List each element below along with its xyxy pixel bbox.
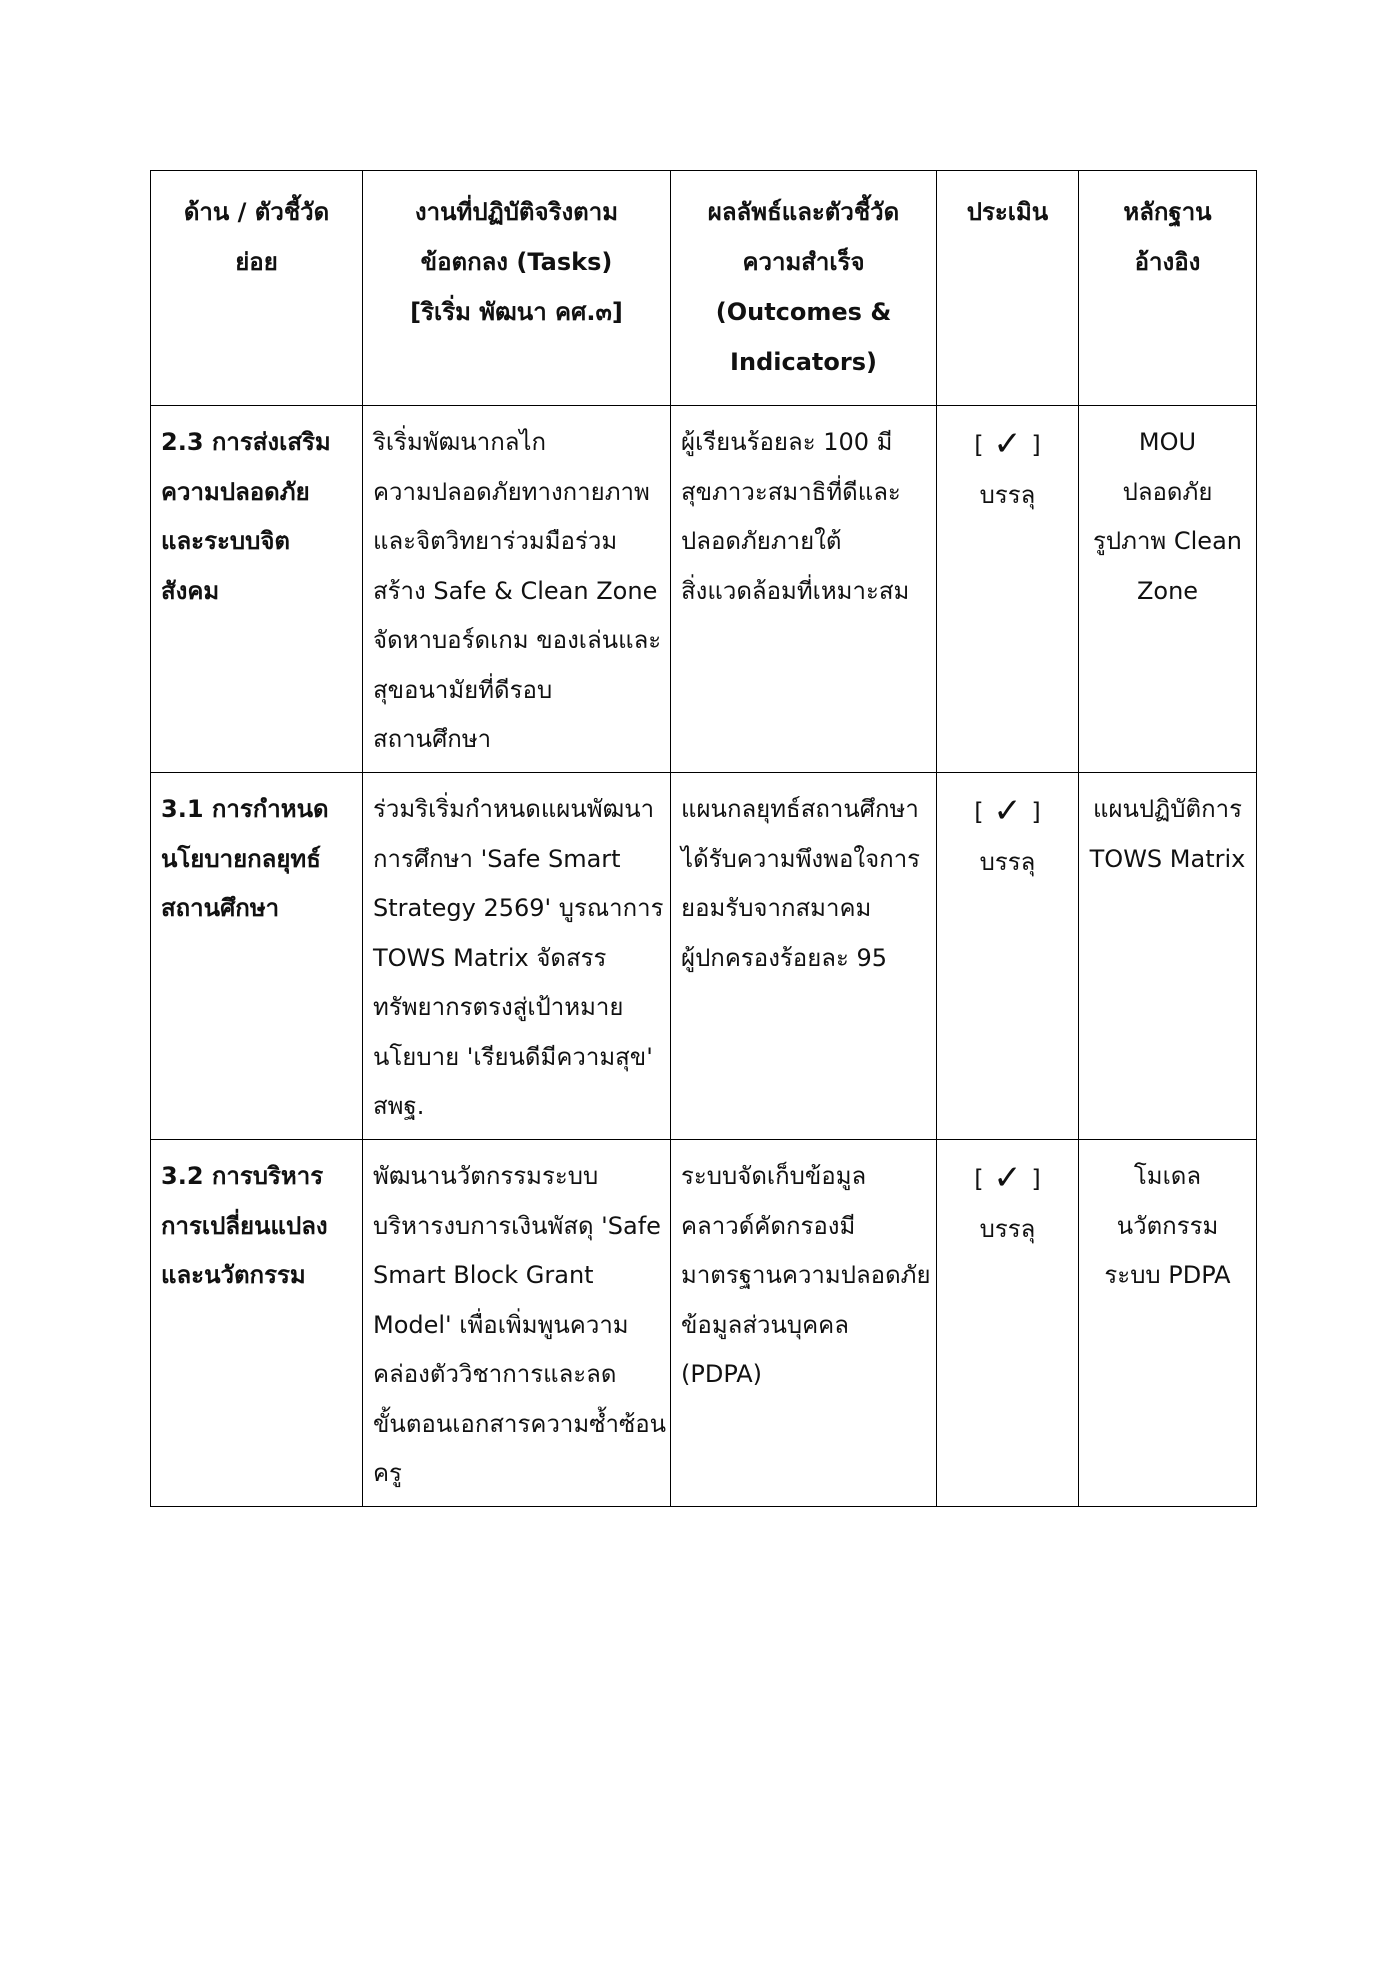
cell-line: ขั้นตอนเอกสารความซ้ำซ้อน: [373, 1409, 667, 1438]
cell-line: แผนปฏิบัติการ: [1092, 795, 1242, 823]
cell-line: Strategy 2569' บูรณาการ: [373, 894, 664, 922]
header-line: [ริเริ่ม พัฒนา คศ.๓]: [410, 298, 623, 326]
outcomes-cell: [671, 1140, 937, 1507]
cell-line: ทรัพยากรตรงสู่เป้าหมาย: [373, 993, 624, 1021]
cell-line: นโยบาย 'เรียนดีมีความสุข': [373, 1042, 653, 1071]
header-line: ผลลัพธ์และตัวชี้วัด: [707, 198, 900, 226]
tasks-cell: [363, 406, 671, 773]
table-header-row: [151, 171, 1257, 406]
cell-line: สพฐ.: [373, 1092, 425, 1120]
table-row: [151, 406, 1257, 773]
cell-line: นวัตกรรม: [1116, 1211, 1219, 1240]
cell-line: แผนกลยุทธ์สถานศึกษา: [681, 795, 919, 823]
cell-line: ความปลอดภัย: [161, 477, 310, 506]
cell-line: (PDPA): [681, 1360, 763, 1388]
tasks-cell: [363, 1140, 671, 1507]
check-icon: ✓: [993, 1158, 1022, 1198]
indicator-cell: [151, 1140, 363, 1507]
cell-line: ยอมรับจากสมาคม: [681, 894, 872, 922]
cell-line: ปลอดภัย: [1122, 477, 1213, 506]
cell-line: และจิตวิทยาร่วมมือร่วม: [373, 527, 618, 555]
cell-line: สร้าง Safe & Clean Zone: [373, 576, 658, 605]
cell-line: นโยบายกลยุทธ์: [161, 844, 321, 873]
header-line: ความสำเร็จ: [742, 248, 865, 276]
tasks-cell: [363, 773, 671, 1140]
header-outcomes: [671, 171, 937, 406]
header-line: หลักฐาน: [1123, 198, 1212, 226]
cell-line: การเปลี่ยนแปลง: [161, 1211, 328, 1240]
eval-status: บรรลุ: [979, 480, 1036, 509]
bracket-close: ]: [1031, 798, 1041, 826]
header-evidence: [1079, 171, 1257, 406]
evaluation-table: [150, 170, 1257, 1507]
cell-line: สิ่งแวดล้อมที่เหมาะสม: [681, 576, 910, 605]
cell-line: ความปลอดภัยทางกายภาพ: [373, 477, 650, 506]
cell-line: พัฒนานวัตกรรมระบบ: [373, 1162, 599, 1190]
bracket-open: [: [974, 1165, 984, 1193]
cell-line: ระบบจัดเก็บข้อมูล: [681, 1162, 867, 1190]
header-tasks: [363, 171, 671, 406]
cell-line: จัดหาบอร์ดเกม ของเล่นและ: [373, 626, 662, 654]
cell-line: Zone: [1136, 576, 1199, 605]
cell-line: ผู้เรียนร้อยละ 100 มี: [681, 428, 893, 456]
cell-line: คล่องตัววิชาการและลด: [373, 1360, 617, 1388]
table-row: [151, 1140, 1257, 1507]
header-line: (Outcomes &: [715, 298, 892, 326]
cell-line: รูปภาพ Clean: [1093, 527, 1242, 555]
header-line: ประเมิน: [966, 198, 1049, 226]
outcomes-cell: [671, 773, 937, 1140]
cell-line: TOWS Matrix: [1089, 844, 1246, 873]
eval-cell: [937, 773, 1079, 1140]
table-row: [151, 773, 1257, 1140]
cell-line: TOWS Matrix จัดสรร: [373, 943, 607, 972]
cell-line: การศึกษา 'Safe Smart: [373, 844, 621, 873]
header-line: Indicators): [730, 348, 877, 376]
cell-line: ปลอดภัยภายใต้: [681, 527, 842, 555]
header-line: ข้อตกลง (Tasks): [420, 248, 613, 276]
cell-line: คลาวด์คัดกรองมี: [681, 1211, 856, 1240]
header-line: ย่อย: [235, 248, 278, 276]
cell-line: โมเดล: [1133, 1162, 1202, 1190]
evidence-cell: [1079, 773, 1257, 1140]
evidence-cell: [1079, 1140, 1257, 1507]
cell-line: สุขภาวะสมาธิที่ดีและ: [681, 477, 901, 506]
cell-line: สถานศึกษา: [161, 894, 280, 922]
check-mark: [947, 1152, 1068, 1205]
eval-cell: [937, 406, 1079, 773]
cell-line: ร่วมริเริ่มกำหนดแผนพัฒนา: [373, 795, 655, 823]
header-line: อ้างอิง: [1134, 248, 1201, 276]
cell-line: สังคม: [161, 576, 220, 605]
cell-line: สุขอนามัยที่ดีรอบ: [373, 675, 553, 704]
cell-line: ข้อมูลส่วนบุคคล: [681, 1310, 849, 1339]
indicator-cell: [151, 406, 363, 773]
evidence-cell: [1079, 406, 1257, 773]
cell-line: ระบบ PDPA: [1104, 1261, 1231, 1289]
cell-line: ผู้ปกครองร้อยละ 95: [681, 943, 888, 972]
cell-line: 3.2 การบริหาร: [161, 1162, 324, 1190]
check-mark: [947, 418, 1068, 471]
cell-line: Model' เพื่อเพิ่มพูนความ: [373, 1310, 629, 1339]
cell-line: 3.1 การกำหนด: [161, 795, 329, 823]
cell-line: 2.3 การส่งเสริม: [161, 428, 331, 456]
cell-line: มาตรฐานความปลอดภัย: [681, 1261, 931, 1289]
outcomes-cell: [671, 406, 937, 773]
check-mark: [947, 785, 1068, 838]
eval-cell: [937, 1140, 1079, 1507]
eval-status: บรรลุ: [979, 1214, 1036, 1243]
bracket-open: [: [974, 431, 984, 459]
check-icon: ✓: [993, 791, 1022, 831]
cell-line: ริเริ่มพัฒนากลไก: [373, 428, 547, 456]
cell-line: ได้รับความพึงพอใจการ: [681, 844, 921, 873]
cell-line: สถานศึกษา: [373, 725, 492, 753]
cell-line: บริหารงบการเงินพัสดุ 'Safe: [373, 1211, 661, 1240]
bracket-open: [: [974, 798, 984, 826]
check-icon: ✓: [993, 424, 1022, 464]
cell-line: และระบบจิต: [161, 527, 290, 555]
cell-line: ครู: [373, 1459, 402, 1487]
header-line: ด้าน / ตัวชี้วัด: [183, 198, 330, 226]
cell-line: และนวัตกรรม: [161, 1261, 306, 1289]
header-eval: [937, 171, 1079, 406]
header-line: งานที่ปฏิบัติจริงตาม: [414, 198, 619, 226]
cell-line: MOU: [1138, 428, 1197, 456]
indicator-cell: [151, 773, 363, 1140]
cell-line: Smart Block Grant: [373, 1261, 594, 1289]
header-indicator: [151, 171, 363, 406]
bracket-close: ]: [1031, 431, 1041, 459]
eval-status: บรรลุ: [979, 847, 1036, 876]
bracket-close: ]: [1031, 1165, 1041, 1193]
